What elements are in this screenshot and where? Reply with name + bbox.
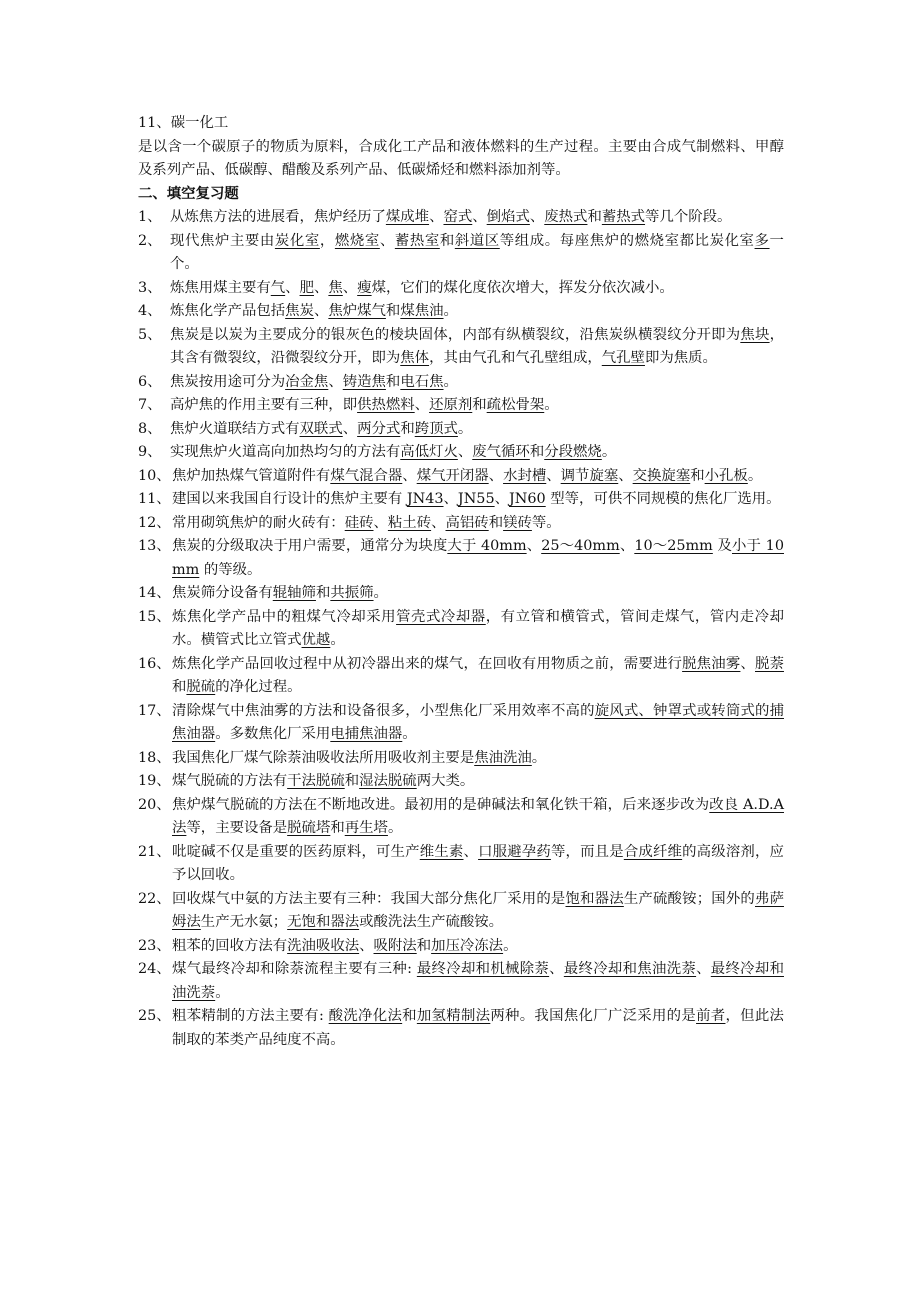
item-text-segment: 、 — [328, 373, 343, 390]
item-text-segment: 回收煤气中氨的方法主要有三种：我国大部分焦化厂采用的是 — [172, 890, 566, 907]
answer-blank: 燃烧室 — [334, 232, 380, 249]
list-item — [138, 700, 784, 747]
item-text-segment: 从炼焦方法的进展看，焦炉经历了 — [170, 209, 386, 225]
term-definition: 是以含一个碳原子的物质为原料，合成化工产品和液体燃料的生产过程。主要由合成气制燃料、甲醇及系列产品、低碳醇、醋酸及系列产品、低碳烯烃和燃料添加剂等。 — [138, 138, 784, 178]
item-number: 6、 — [138, 373, 162, 390]
answer-blank: 炭化室 — [274, 232, 320, 249]
item-number: 23、 — [138, 937, 171, 954]
item-text-segment: 。 — [531, 749, 547, 766]
item-text-segment: 、 — [488, 467, 504, 484]
item-text-segment: 、 — [342, 420, 358, 437]
item-text-segment: 煤气最终冷却和除萘流程主要有三种: — [172, 961, 417, 977]
item-text-segment: 炼焦用煤主要有 — [170, 279, 271, 296]
item-text-segment: 生产无水氨； — [200, 914, 288, 930]
answer-blank: 硅砖 — [344, 514, 374, 531]
answer-blank: 焦体 — [400, 350, 430, 366]
answer-blank: 气 — [270, 279, 286, 296]
item-text-segment: 吡啶碱不仅是重要的医药原料，可生产 — [172, 843, 420, 860]
answer-blank: 双联式 — [299, 420, 343, 437]
answer-blank: 加氢精制法 — [416, 1008, 491, 1024]
list-item — [138, 1005, 784, 1052]
answer-blank: 煤气混合器 — [330, 467, 403, 484]
item-number: 21、 — [138, 843, 171, 860]
answer-blank: 多 — [754, 232, 770, 249]
item-text-segment: 。 — [443, 373, 458, 390]
answer-blank: 煤成堆 — [385, 209, 430, 225]
list-item — [138, 512, 784, 536]
list-item — [138, 488, 784, 512]
item-text-segment: ，但此法制取的苯类产品纯度不高。 — [172, 1008, 784, 1048]
item-text — [170, 394, 784, 418]
answer-blank: 脱萘 — [755, 655, 784, 672]
answer-blank: 湿法脱硫 — [359, 773, 417, 789]
item-text-segment: 。 — [387, 820, 403, 836]
list-item — [138, 324, 784, 371]
item-text-segment: 即为焦质。 — [644, 350, 717, 366]
answer-blank: 煤气开闭器 — [416, 467, 489, 484]
item-text-segment: 、 — [619, 538, 635, 554]
answer-blank: 调节旋塞 — [560, 467, 619, 484]
item-number: 9、 — [138, 444, 162, 460]
item-text — [172, 512, 784, 536]
item-text-segment: 焦炭按用途可分为 — [170, 373, 286, 390]
list-item — [138, 230, 784, 277]
answer-blank: 铸造焦 — [342, 373, 386, 390]
answer-blank: 蓄热室 — [394, 232, 440, 249]
list-item — [138, 958, 784, 1005]
list-item — [138, 770, 784, 794]
item-number: 11、 — [138, 491, 171, 507]
item-text-segment: 焦炭筛分设备有 — [172, 585, 273, 601]
item-text-segment: 。 — [443, 303, 458, 319]
answer-blank: 冶金焦 — [285, 373, 329, 390]
item-text-segment: 等组成。每座焦炉的燃烧室都比炭化室 — [499, 232, 755, 249]
item-text-segment: 生产硫酸铵；国外的 — [623, 890, 755, 907]
document-content — [138, 112, 784, 1052]
item-text-segment: 、 — [457, 444, 473, 460]
item-text-segment: 和 — [439, 232, 455, 249]
answer-blank: 前者 — [696, 1008, 726, 1024]
item-text-segment: 炼焦化学产品包括 — [170, 303, 286, 319]
item-text-segment: 和 — [402, 1008, 417, 1024]
item-text-segment: 和 — [529, 444, 545, 460]
item-text — [172, 794, 784, 841]
answer-blank: 弗萨姆法 — [172, 890, 784, 930]
item-text-segment: 、 — [379, 232, 395, 249]
item-text-segment: 、 — [463, 843, 479, 860]
list-item — [138, 582, 784, 606]
item-text-segment: 建国以来我国自行设计的焦炉主要有 — [172, 491, 407, 507]
item-text-segment: 和 — [400, 420, 415, 437]
item-text — [170, 441, 784, 465]
item-text — [172, 535, 784, 582]
answer-blank: 小孔板 — [704, 467, 748, 484]
answer-blank: 废气循环 — [472, 444, 530, 460]
item-text-segment: 现代焦炉主要由 — [170, 232, 275, 249]
answer-blank: 气孔壁 — [601, 350, 645, 366]
list-item — [138, 371, 784, 395]
item-text-segment: 实现焦炉火道高向加热均匀的方法有 — [170, 444, 401, 460]
answer-blank: 窑式 — [443, 209, 473, 225]
item-text — [170, 418, 784, 442]
item-text-segment: 焦炭的分级取决于用户需要，通常分为块度 — [172, 538, 448, 554]
item-text-segment: 、 — [740, 655, 755, 672]
item-text-segment: 两种。我国焦化厂广泛采用的是 — [490, 1008, 697, 1024]
answer-blank: 水封槽 — [503, 467, 547, 484]
item-text-segment: 和 — [330, 820, 345, 836]
item-text-segment: 、 — [529, 209, 545, 225]
answer-blank: 镁砖 — [503, 514, 532, 531]
list-item — [138, 441, 784, 465]
answer-blank: 交换旋塞 — [632, 467, 691, 484]
item-text-segment: 和 — [385, 373, 401, 390]
item-number: 4、 — [138, 303, 162, 319]
answer-blank: 口服避孕药 — [478, 843, 551, 860]
item-text-segment: ，有立管和横管式，管间走煤气，管内走冷却水。横管式比立管式 — [172, 608, 784, 648]
answer-blank: 还原剂 — [429, 397, 473, 413]
item-text-segment: 的净化过程。 — [215, 679, 302, 695]
item-text-segment: 。 — [457, 420, 473, 437]
item-number: 8、 — [138, 420, 162, 437]
list-item — [138, 606, 784, 653]
answer-blank: 高低灯火 — [400, 444, 458, 460]
item-text — [170, 371, 784, 395]
item-text-segment: 的高级溶剂，应予以回收。 — [172, 843, 784, 883]
list-item — [138, 841, 784, 888]
term-title: 11、碳一化工 — [138, 115, 229, 131]
answer-blank: 合成纤维 — [623, 843, 683, 860]
answer-blank: 优越 — [301, 632, 331, 648]
list-item — [138, 277, 784, 301]
item-text — [172, 958, 784, 1005]
item-number: 7、 — [138, 397, 162, 413]
answer-blank: 旋风式、钟罩式或转筒式的捕焦油器 — [172, 702, 784, 742]
list-item — [138, 300, 784, 324]
item-text-segment: ，其由气孔和气孔壁组成， — [429, 350, 602, 366]
answer-blank: 25～40mm — [541, 538, 620, 554]
item-text-segment: 焦炉加热煤气管道附件有 — [172, 467, 331, 484]
answer-blank: 干法脱硫 — [287, 773, 345, 789]
item-text-segment: 、 — [414, 397, 430, 413]
answer-blank: 分段燃烧 — [544, 444, 602, 460]
answer-blank: 脱硫塔 — [287, 820, 331, 836]
answer-blank: 焦 — [328, 279, 343, 296]
item-text-segment: 、 — [472, 209, 487, 225]
item-text-segment: 和 — [315, 585, 331, 601]
item-text — [172, 935, 784, 959]
item-text-segment: 、 — [443, 491, 458, 507]
item-text-segment: 等，而且是 — [550, 843, 624, 860]
item-text — [170, 300, 784, 324]
item-text — [172, 700, 784, 747]
answer-blank: 小于 10mm — [172, 538, 784, 578]
item-text-segment: 。 — [215, 984, 230, 1001]
answer-blank: 煤焦油 — [400, 303, 444, 319]
item-text-segment: 、 — [549, 961, 564, 977]
item-text-segment: 和 — [416, 937, 432, 954]
item-text-segment: 焦炉煤气脱硫的方法在不断地改进。最初用的是砷碱法和氧化铁干箱，后来逐步改为 — [172, 796, 710, 813]
list-item — [138, 888, 784, 935]
answer-blank: 共振筛 — [330, 585, 374, 601]
item-number: 10、 — [138, 467, 171, 484]
item-text-segment: 、 — [431, 514, 446, 531]
item-text-segment: 粗苯的回收方法有 — [172, 937, 288, 954]
item-text-segment: 。 — [402, 726, 417, 742]
list-item — [138, 418, 784, 442]
answer-blank: JN60 — [509, 491, 546, 507]
item-number: 1、 — [138, 209, 162, 225]
item-text-segment: 、 — [696, 961, 711, 977]
answer-blank: 脱焦油雾 — [682, 655, 741, 672]
item-text-segment: 的等级。 — [199, 561, 262, 578]
item-text-segment: 炼焦化学产品中的粗煤气冷却采用 — [172, 608, 397, 625]
item-text-segment: 等几个阶段。 — [645, 209, 732, 225]
answer-blank: 斜道区 — [454, 232, 500, 249]
answer-blank: 改良 A.D.A 法 — [172, 796, 784, 836]
item-text-segment: 一个。 — [170, 232, 784, 272]
item-text — [172, 465, 784, 489]
item-text-segment: 和 — [344, 773, 360, 789]
answer-blank: 最终冷却和焦油洗萘 — [563, 961, 697, 977]
answer-blank: 管壳式冷却器 — [396, 608, 486, 625]
item-text-segment: 、 — [313, 279, 329, 296]
item-number: 17、 — [138, 702, 171, 719]
answer-blank: 脱硫 — [186, 679, 216, 695]
item-number: 5、 — [138, 326, 162, 343]
item-text-segment: 清除煤气中焦油雾的方法和设备很多，小型焦化厂采用效率不高的 — [172, 702, 595, 719]
item-text-segment: 、 — [526, 538, 542, 554]
item-text-segment: 我国焦化厂煤气除萘油吸收法所用吸收剂主要是 — [172, 749, 475, 766]
answer-blank: 疏松骨架 — [486, 397, 545, 413]
answer-blank: 吸附法 — [373, 937, 417, 954]
item-text — [172, 888, 784, 935]
item-text-segment: 。 — [330, 632, 345, 648]
item-text-segment: 。 — [601, 444, 617, 460]
item-text-segment: 常用砌筑焦炉的耐火砖有： — [172, 514, 345, 531]
item-text — [170, 206, 784, 230]
item-text-segment: 等，主要设备是 — [186, 820, 288, 836]
item-text-segment: 、 — [546, 467, 561, 484]
item-text-segment: 粗苯精制的方法主要有: — [172, 1008, 329, 1024]
answer-blank: 粘土砖 — [387, 514, 432, 531]
answer-blank: 跨顶式 — [414, 420, 458, 437]
list-item — [138, 747, 784, 771]
answer-blank: 最终冷却和油洗萘 — [172, 961, 784, 1001]
list-item — [138, 206, 784, 230]
answer-blank: 供热燃料 — [357, 397, 415, 413]
item-text — [170, 230, 784, 277]
item-text-segment: ，其含有微裂纹，沿微裂纹分开，即为 — [170, 326, 784, 366]
item-text-segment: 、 — [402, 467, 417, 484]
answer-blank: 蓄热式 — [601, 209, 646, 225]
item-text — [172, 747, 784, 771]
list-item — [138, 653, 784, 700]
item-text-segment: 、 — [342, 279, 358, 296]
answer-blank: 废热式 — [544, 209, 588, 225]
item-text-segment: 及 — [712, 538, 732, 554]
item-text-segment: 型等，可供不同规模的焦化厂选用。 — [545, 491, 781, 507]
answer-blank: 无饱和器法 — [287, 914, 360, 930]
item-number: 16、 — [138, 655, 171, 672]
item-text — [172, 653, 784, 700]
item-text-segment: 、 — [429, 209, 444, 225]
item-text-segment: ， — [319, 232, 335, 249]
answer-blank: 两分式 — [357, 420, 401, 437]
answer-blank: 辊轴筛 — [272, 585, 316, 601]
item-number: 12、 — [138, 514, 171, 531]
answer-blank: 饱和器法 — [565, 890, 624, 907]
item-text — [170, 324, 784, 371]
item-text — [172, 606, 784, 653]
item-text-segment: 或酸洗法生产硫酸铵。 — [359, 914, 504, 930]
list-item — [138, 465, 784, 489]
item-text-segment: 、 — [285, 279, 300, 296]
item-text-segment: 煤气脱硫的方法有 — [172, 773, 288, 789]
answer-blank: 10～25mm — [634, 538, 713, 554]
answer-blank: 大于 40mm — [447, 538, 527, 554]
answer-blank: 洗油吸收法 — [287, 937, 360, 954]
answer-blank: 电捕焦油器 — [330, 726, 403, 742]
item-text-segment: 、 — [494, 491, 510, 507]
item-text-segment: 和 — [472, 397, 487, 413]
list-item — [138, 935, 784, 959]
item-number: 3、 — [138, 279, 162, 296]
item-text-segment: 。 — [373, 585, 388, 601]
answer-blank: 酸洗净化法 — [328, 1008, 403, 1024]
answer-blank: 焦油洗油 — [474, 749, 532, 766]
list-item — [138, 794, 784, 841]
item-text-segment: 等。 — [531, 514, 561, 531]
list-item — [138, 394, 784, 418]
item-text-segment: 、 — [618, 467, 633, 484]
answer-blank: 加压冷冻法 — [431, 937, 504, 954]
answer-blank: 焦块 — [740, 326, 770, 343]
item-number: 14、 — [138, 585, 171, 601]
list-item — [138, 535, 784, 582]
item-text — [172, 582, 784, 606]
item-text-segment: 。多数焦化厂采用 — [215, 726, 331, 742]
item-number: 19、 — [138, 773, 171, 789]
item-text-segment: 焦炉火道联结方式有 — [170, 420, 300, 437]
answer-blank: 肥 — [299, 279, 314, 296]
item-text-segment: 和 — [172, 679, 187, 695]
item-number: 22、 — [138, 890, 171, 907]
item-text-segment: 、 — [373, 514, 388, 531]
item-text-segment: 。 — [747, 467, 763, 484]
section-heading: 二、填空复习题 — [138, 185, 239, 202]
item-text — [172, 770, 784, 794]
answer-blank: 电石焦 — [400, 373, 444, 390]
item-text-segment: 高炉焦的作用主要有三种，即 — [170, 397, 358, 413]
item-number: 18、 — [138, 749, 171, 766]
answer-blank: 焦炭 — [285, 303, 314, 319]
answer-blank: 维生素 — [419, 843, 464, 860]
item-text-segment: 煤，它们的煤化度依次增大，挥发分依次减小。 — [371, 279, 674, 296]
item-text-segment: 。 — [544, 397, 559, 413]
item-text-segment: 。 — [503, 937, 518, 954]
answer-blank: 焦炉煤气 — [328, 303, 386, 319]
item-text-segment: 和 — [690, 467, 705, 484]
answer-blank: 再生塔 — [344, 820, 388, 836]
item-text — [170, 277, 784, 301]
item-text — [172, 841, 784, 888]
item-number: 20、 — [138, 796, 171, 813]
answer-blank: 最终冷却和机械除萘 — [416, 961, 550, 977]
item-number: 25、 — [138, 1008, 171, 1024]
answer-blank: JN55 — [457, 491, 495, 507]
item-text-segment: 和 — [385, 303, 401, 319]
answer-blank: JN43 — [406, 491, 444, 507]
item-text-segment: 炼焦化学产品回收过程中从初冷器出来的煤气，在回收有用物质之前，需要进行 — [172, 655, 683, 672]
item-text-segment: 焦炭是以炭为主要成分的银灰色的棱块固体，内部有纵横裂纹，沿焦炭纵横裂纹分开即为 — [170, 326, 741, 343]
answer-blank: 高铝砖 — [445, 514, 489, 531]
item-text-segment: 和 — [488, 514, 504, 531]
item-text-segment: 、 — [359, 937, 374, 954]
item-text-segment: 和 — [587, 209, 602, 225]
fill-blank-list — [138, 206, 784, 1052]
item-number: 24、 — [138, 961, 171, 977]
item-number: 2、 — [138, 232, 162, 249]
item-text — [172, 488, 784, 512]
item-text-segment: 两大类。 — [416, 773, 475, 789]
item-text — [172, 1005, 784, 1052]
answer-blank: 倒焰式 — [486, 209, 530, 225]
item-number: 15、 — [138, 608, 171, 625]
item-text-segment: 、 — [313, 303, 329, 319]
answer-blank: 瘦 — [357, 279, 372, 296]
item-number: 13、 — [138, 538, 171, 554]
